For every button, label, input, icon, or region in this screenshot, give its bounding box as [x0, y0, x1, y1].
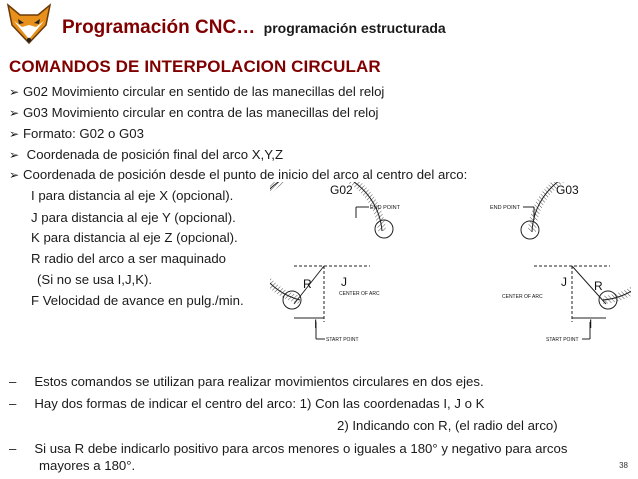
param-i: I para distancia al eje X (opcional). — [31, 188, 234, 203]
bullet-item: ➢ G02 Movimiento circular en sentido de las manecillas del reloj — [9, 84, 385, 99]
g03-r-label: R — [594, 279, 603, 293]
g02-arc — [270, 182, 382, 300]
arrow-bullet-icon: ➢ — [9, 168, 20, 182]
g02-j-label: J — [341, 275, 347, 289]
arrow-bullet-icon: ➢ — [9, 148, 20, 162]
g03-end-label: END POINT — [490, 205, 520, 211]
note-item: – Si usa R debe indicarlo positivo para arcos menores o iguales a 180° y negativo para arcos — [9, 441, 568, 456]
title-main: Programación CNC… — [62, 17, 256, 38]
bullet-item: ➢ G03 Movimiento circular en contra de las manecillas del reloj — [9, 105, 379, 120]
bullet-item: ➢ Coordenada de posición final del arco X,Y,Z — [9, 147, 284, 162]
note-item-continuation: 2) Indicando con R, (el radio del arco) — [337, 418, 558, 433]
bullet-item: ➢ Formato: G02 o G03 — [9, 126, 144, 141]
bullet-item: ➢ Coordenada de posición desde el punto de inicio del arco al centro del arco: — [9, 167, 468, 182]
param-r-note: (Si no se usa I,J,K). — [37, 272, 153, 287]
param-f: F Velocidad de avance en pulg./min. — [31, 293, 244, 308]
g03-start-label: START POINT — [546, 337, 579, 343]
arrow-bullet-icon: ➢ — [9, 127, 20, 141]
g03-diagram — [486, 182, 631, 344]
g02-center-label: CENTER OF ARC — [339, 291, 380, 297]
slide-title — [62, 17, 446, 39]
g02-r-label: R — [303, 277, 312, 291]
note-item: – Hay dos formas de indicar el centro del arco: 1) Con las coordenadas I, J o K — [9, 396, 485, 411]
g02-i-label: I — [314, 317, 318, 331]
param-r: R radio del arco a ser maquinado — [31, 251, 226, 266]
note-item-continuation: mayores a 180°. — [39, 458, 136, 473]
arrow-bullet-icon: ➢ — [9, 106, 20, 120]
section-heading: COMANDOS DE INTERPOLACION CIRCULAR — [9, 57, 381, 76]
page-number: 38 — [619, 461, 628, 470]
fox-logo-icon — [6, 3, 52, 45]
g02-diagram — [270, 182, 405, 344]
g03-arc — [532, 182, 631, 300]
g03-center-label: CENTER OF ARC — [502, 294, 543, 300]
g02-start-label: START POINT — [326, 337, 359, 343]
title-sub: programación estructurada — [263, 20, 446, 36]
g03-title: G03 — [556, 183, 579, 197]
param-k: K para distancia al eje Z (opcional). — [31, 230, 238, 245]
g03-i-label: I — [589, 317, 593, 331]
g03-j-label: J — [561, 275, 567, 289]
arrow-bullet-icon: ➢ — [9, 85, 20, 99]
g02-title: G02 — [330, 183, 353, 197]
note-item: – Estos comandos se utilizan para realizar movimientos circulares en dos ejes. — [9, 374, 484, 389]
param-j: J para distancia al eje Y (opcional). — [31, 210, 236, 225]
g02-end-label: END POINT — [370, 205, 400, 211]
